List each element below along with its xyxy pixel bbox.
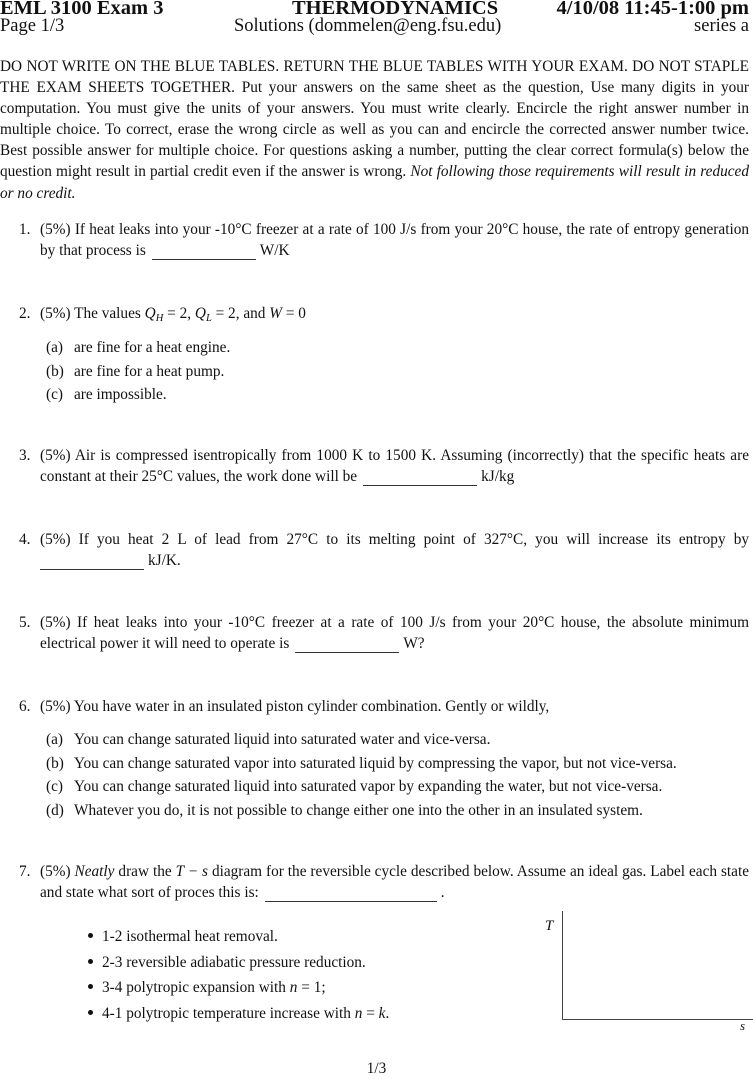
math-eq: = 2, [163,305,195,322]
answer-blank[interactable] [265,887,437,902]
question-text-start: (5%) The values [40,305,145,322]
exam-datetime: 4/10/08 11:45-1:00 pm [556,0,749,19]
header-top-row [0,0,753,17]
process-item [88,924,389,950]
option-label[interactable]: (c) [46,778,63,795]
question-emphasis: Neatly [74,863,115,880]
question-number: 4. [19,531,31,548]
option-a[interactable] [46,728,677,752]
question-text [40,303,749,329]
option-text: are impossible. [74,386,167,403]
math-var-q: Q [144,305,156,322]
question-4 [0,529,749,571]
y-axis-label: T [545,918,554,934]
question-number: 1. [19,221,31,238]
subject-title: THERMODYNAMICS [292,0,499,19]
process-text: 2-3 reversible adiabatic pressure reduction. [102,953,366,971]
math-t-s: T − s [175,863,208,880]
answer-blank[interactable] [152,245,256,260]
option-label[interactable]: (a) [46,339,63,356]
option-label[interactable]: (a) [46,731,63,748]
option-d[interactable] [46,799,677,823]
math-eq: = 2, and [211,305,270,322]
option-a[interactable] [46,336,230,360]
bullet-icon [88,959,93,964]
exam-series: series a [694,16,749,36]
question-text: (5%) You have water in an insulated piston cylinder combination. Gently or wildly, [40,698,550,715]
question-number: 5. [19,614,31,631]
process-text-end: . [385,1004,390,1022]
question-text-mid: draw the [114,863,176,880]
math-n: n [354,1004,363,1022]
math-eq: = [362,1004,379,1022]
option-c[interactable] [46,775,677,799]
answer-unit: W? [403,635,425,652]
cycle-process-list [88,924,389,1026]
answer-blank[interactable] [295,638,399,653]
question-text: (5%) If heat leaks into your -10°C freezer at a rate of 100 J/s from your 20°C house, the absolute minimum electrical power it will need to operate is [40,614,749,652]
math-n: n [289,979,298,996]
question-text-end: diagram for the reversible cycle described below. Assume an ideal gas. Label each state and state what sort of proces this is: [40,863,750,901]
answer-unit: kJ/kg [481,468,515,485]
option-label[interactable]: (c) [46,386,63,403]
ts-diagram-axes[interactable] [562,911,753,1020]
process-item [88,1001,389,1027]
question-6-options [46,728,677,822]
question-number: 3. [19,447,31,464]
option-b[interactable] [46,360,230,384]
option-b[interactable] [46,752,677,776]
question-text: (5%) Air is compressed isentropically from 1000 K to 1500 K. Assuming (incorrectly) that the specific heats are constant at their 25°C values, the work done will be [40,447,749,485]
question-number: 6. [19,698,31,715]
answer-blank[interactable] [363,471,477,486]
question-text: (5%) If you heat 2 L of lead from 27°C to its melting point of 327°C, you will increase its entropy by [40,531,749,548]
option-text: Whatever you do, it is not possible to change either one into the other in an insulated system. [74,801,643,819]
question-period: . [440,884,445,901]
question-number: 2. [19,305,31,322]
question-6 [0,696,749,717]
answer-blank[interactable] [40,555,144,570]
option-label[interactable]: (b) [46,362,64,380]
question-text: (5%) If heat leaks into your -10°C freezer at a rate of 100 J/s from your 20°C house, the rate of entropy generation by that process is [40,221,749,259]
math-subscript-l: L [205,313,212,324]
answer-unit: W/K [259,242,290,259]
course-title: EML 3100 Exam 3 [0,0,164,19]
page-number-footer: 1/3 [366,1060,387,1077]
instructions-paragraph [0,56,749,204]
bullet-icon [88,984,93,989]
question-3 [0,445,749,487]
option-text: are fine for a heat engine. [74,339,231,356]
question-1 [0,219,749,261]
math-var-w: W [269,305,283,322]
math-var-q: Q [194,305,206,322]
process-item [88,950,389,976]
question-number: 7. [19,863,31,880]
option-text: are fine for a heat pump. [74,362,225,380]
page-indicator: Page 1/3 [0,16,65,36]
header-bottom-row [0,16,753,36]
question-7 [0,861,749,903]
x-axis-label: s [740,1018,746,1033]
option-text: You can change saturated vapor into saturated liquid by compressing the vapor, but not vice-versa. [74,754,677,772]
math-k: k [378,1004,386,1022]
bullet-icon [88,933,93,938]
option-text: You can change saturated liquid into saturated vapor by expanding the water, but not vice-versa. [74,778,663,795]
process-text: 4-1 polytropic temperature increase with [102,1004,355,1022]
process-text-end: = 1; [297,979,326,996]
option-c[interactable] [46,383,230,407]
process-item [88,975,389,1001]
math-subscript-h: H [155,313,164,324]
question-2-options [46,336,230,407]
question-2 [0,303,749,329]
solutions-contact: Solutions (dommelen@eng.fsu.edu) [234,16,502,36]
process-text: 1-2 isothermal heat removal. [102,928,278,945]
instructions-text: DO NOT WRITE ON THE BLUE TABLES. RETURN THE BLUE TABLES WITH YOUR EXAM. DO NOT STAPLE THE EXAM SHEETS TOGETHER. Put your answers on the same sheet as the question, Use many digits in your computation. You must give the units of your answers. You must write clearly. Encircle the right answer number in multiple choice. To correct, erase the wrong circle as well as you can and encircle the corrected answer number twice. Best possible answer for multiple choice. For questions asking a number, putting the clear correct formula(s) below the question might result in partial credit even if the answer is wrong. [0,58,749,181]
question-5 [0,612,749,654]
instructions-warning: Not following those requirements will result in reduced or no credit. [0,163,749,202]
option-label[interactable]: (b) [46,754,64,772]
bullet-icon [88,1010,93,1015]
math-eq: = 0 [282,305,306,322]
answer-unit: kJ/K. [148,552,181,569]
question-text-start: (5%) [40,863,75,880]
option-label[interactable]: (d) [46,801,64,819]
option-text: You can change saturated liquid into saturated water and vice-versa. [74,731,491,748]
process-text: 3-4 polytropic expansion with [102,979,290,996]
